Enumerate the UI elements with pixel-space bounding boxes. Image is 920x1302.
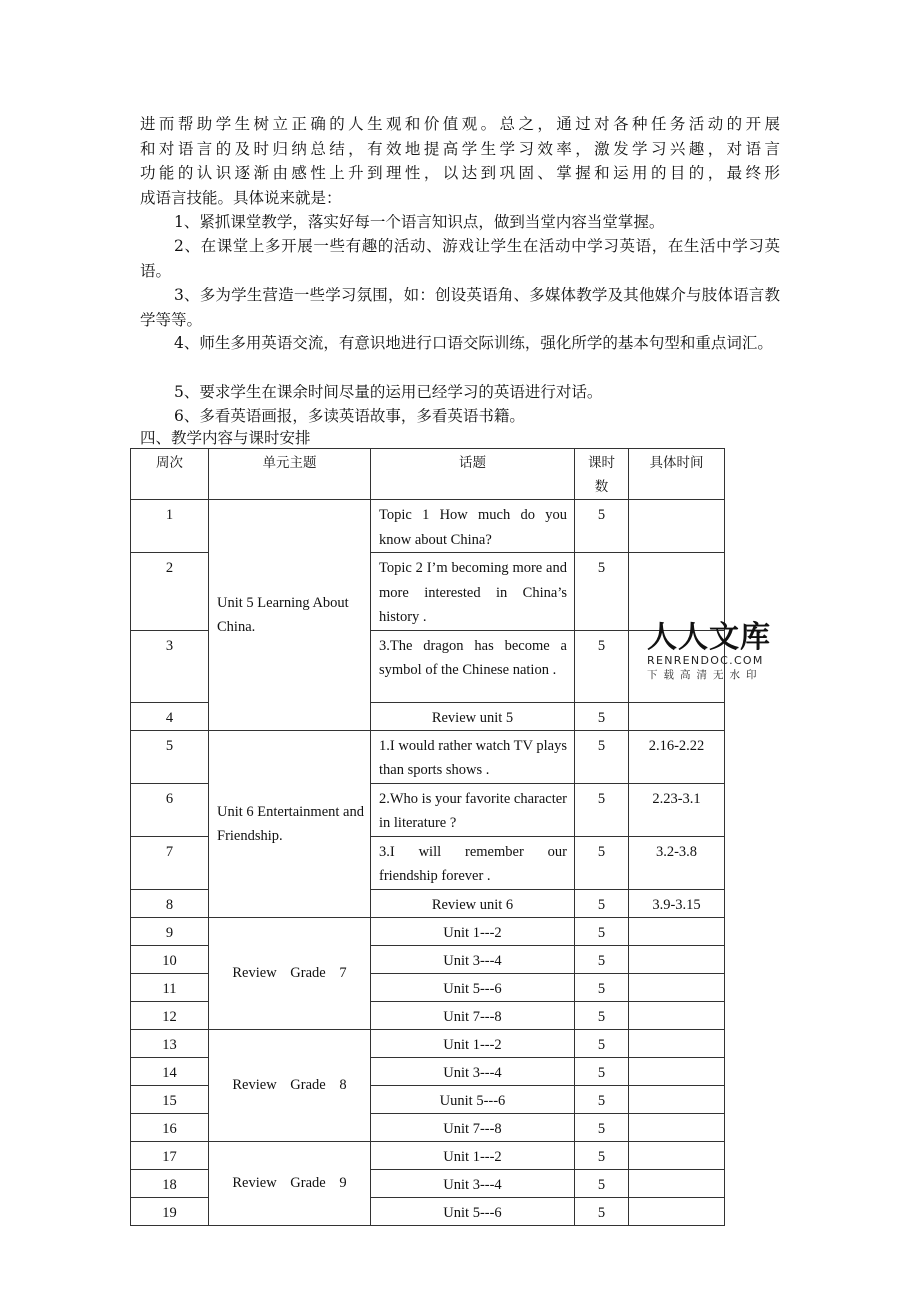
watermark [647,622,777,684]
week-cell: 8 [131,889,209,917]
week-cell: 15 [131,1085,209,1113]
week-cell: 1 [131,500,209,553]
list-item: 3、多为学生营造一些学习氛围，如：创设英语角、多媒体教学及其他媒介与肢体语言教学等等。 [140,286,780,329]
topic-cell: Unit 3---4 [371,945,575,973]
week-cell: 14 [131,1057,209,1085]
intro-paragraph [140,112,780,210]
hours-cell: 5 [575,1113,629,1141]
week-cell: 18 [131,1169,209,1197]
hours-cell: 5 [575,553,629,631]
list-item: 5、要求学生在课余时间尽量的运用已经学习的英语进行对话。 [174,383,603,401]
schedule-table [130,448,725,1226]
time-cell: 2.23-3.1 [629,783,725,836]
time-cell [629,702,725,730]
hours-cell: 5 [575,889,629,917]
table-row [131,917,725,945]
hours-cell: 5 [575,917,629,945]
hours-cell: 5 [575,1057,629,1085]
table-row [131,1141,725,1169]
unit-cell: Unit 5 Learning About China. [209,500,371,731]
time-cell [629,1141,725,1169]
time-cell [629,973,725,1001]
header-week: 周次 [131,449,209,500]
table-header-row [131,449,725,500]
topic-cell: 1.I would rather watch TV plays than sports shows . [371,730,575,783]
time-cell: 3.2-3.8 [629,836,725,889]
topic-cell: 2.Who is your favorite character in literature ? [371,783,575,836]
hours-cell: 5 [575,1141,629,1169]
topic-cell: 3.The dragon has become a symbol of the Chinese nation . [371,630,575,702]
time-cell [629,917,725,945]
week-cell: 7 [131,836,209,889]
table-row [131,500,725,553]
time-cell [629,500,725,553]
hours-cell: 5 [575,945,629,973]
hours-cell: 5 [575,973,629,1001]
week-cell: 3 [131,630,209,702]
topic-cell: Topic 1 How much do you know about China? [371,500,575,553]
topic-cell: Topic 2 I’m becoming more and more interested in China’s history . [371,553,575,631]
week-cell: 2 [131,553,209,631]
week-cell: 13 [131,1029,209,1057]
time-cell [629,1029,725,1057]
week-cell: 17 [131,1141,209,1169]
week-cell: 19 [131,1197,209,1225]
watermark-site: RENRENDOC.COM [647,654,764,667]
topic-cell: Uunit 5---6 [371,1085,575,1113]
time-cell: 3.9-3.15 [629,889,725,917]
time-cell [629,1085,725,1113]
topic-cell: Review unit 6 [371,889,575,917]
topic-cell: Unit 5---6 [371,1197,575,1225]
topic-cell: Unit 1---2 [371,1029,575,1057]
time-cell [629,1169,725,1197]
time-cell [629,1057,725,1085]
unit-cell: Review Grade 7 [209,917,371,1029]
header-topic: 话题 [371,449,575,500]
topic-cell: Unit 1---2 [371,917,575,945]
table-row [131,730,725,783]
header-unit: 单元主题 [209,449,371,500]
week-cell: 4 [131,702,209,730]
topic-cell: Unit 7---8 [371,1001,575,1029]
unit-cell: Review Grade 8 [209,1029,371,1141]
topic-cell: 3.I will remember our friendship forever . [371,836,575,889]
list-item: 4、师生多用英语交流，有意识地进行口语交际训练，强化所学的基本句型和重点词汇。 [174,334,773,352]
week-cell: 9 [131,917,209,945]
section-heading: 四、教学内容与课时安排 [140,429,311,447]
intro-line: 功能的认识逐渐由感性上升到理性，以达到巩固、掌握和运用的目的，最终形 [140,164,780,182]
time-cell [629,945,725,973]
header-time: 具体时间 [629,449,725,500]
list-item: 6、多看英语画报，多读英语故事，多看英语书籍。 [174,407,525,425]
week-cell: 16 [131,1113,209,1141]
hours-cell: 5 [575,1197,629,1225]
intro-line: 成语言技能。具体说来就是： [140,188,342,207]
hours-cell: 5 [575,836,629,889]
watermark-tagline: 下载高清无水印 [647,669,763,681]
hours-cell: 5 [575,1085,629,1113]
time-cell [629,1197,725,1225]
watermark-title: 人人文库 [647,620,771,655]
hours-cell: 5 [575,1001,629,1029]
week-cell: 11 [131,973,209,1001]
time-cell [629,1113,725,1141]
list-item: 1、紧抓课堂教学，落实好每一个语言知识点，做到当堂内容当堂掌握。 [174,213,665,231]
topic-cell: Review unit 5 [371,702,575,730]
topic-cell: Unit 7---8 [371,1113,575,1141]
header-hours: 课时数 [575,449,629,500]
unit-cell: Unit 6 Entertainment and Friendship. [209,730,371,917]
unit-cell: Review Grade 9 [209,1141,371,1225]
week-cell: 6 [131,783,209,836]
hours-cell: 5 [575,1169,629,1197]
topic-cell: Unit 3---4 [371,1169,575,1197]
hours-cell: 5 [575,630,629,702]
week-cell: 12 [131,1001,209,1029]
time-cell [629,553,725,631]
list-item: 2、在课堂上多开展一些有趣的活动、游戏让学生在活动中学习英语，在生活中学习英语。 [140,237,780,280]
topic-cell: Unit 3---4 [371,1057,575,1085]
intro-line: 进而帮助学生树立正确的人生观和价值观。总之，通过对各种任务活动的开展 [140,115,780,133]
week-cell: 5 [131,730,209,783]
topic-cell: Unit 5---6 [371,973,575,1001]
hours-cell: 5 [575,730,629,783]
topic-cell: Unit 1---2 [371,1141,575,1169]
intro-line: 和对语言的及时归纳总结，有效地提高学生学习效率，激发学习兴趣，对语言 [140,139,780,158]
table-row [131,1029,725,1057]
time-cell [629,1001,725,1029]
week-cell: 10 [131,945,209,973]
hours-cell: 5 [575,702,629,730]
hours-cell: 5 [575,783,629,836]
hours-cell: 5 [575,1029,629,1057]
hours-cell: 5 [575,500,629,553]
time-cell: 2.16-2.22 [629,730,725,783]
